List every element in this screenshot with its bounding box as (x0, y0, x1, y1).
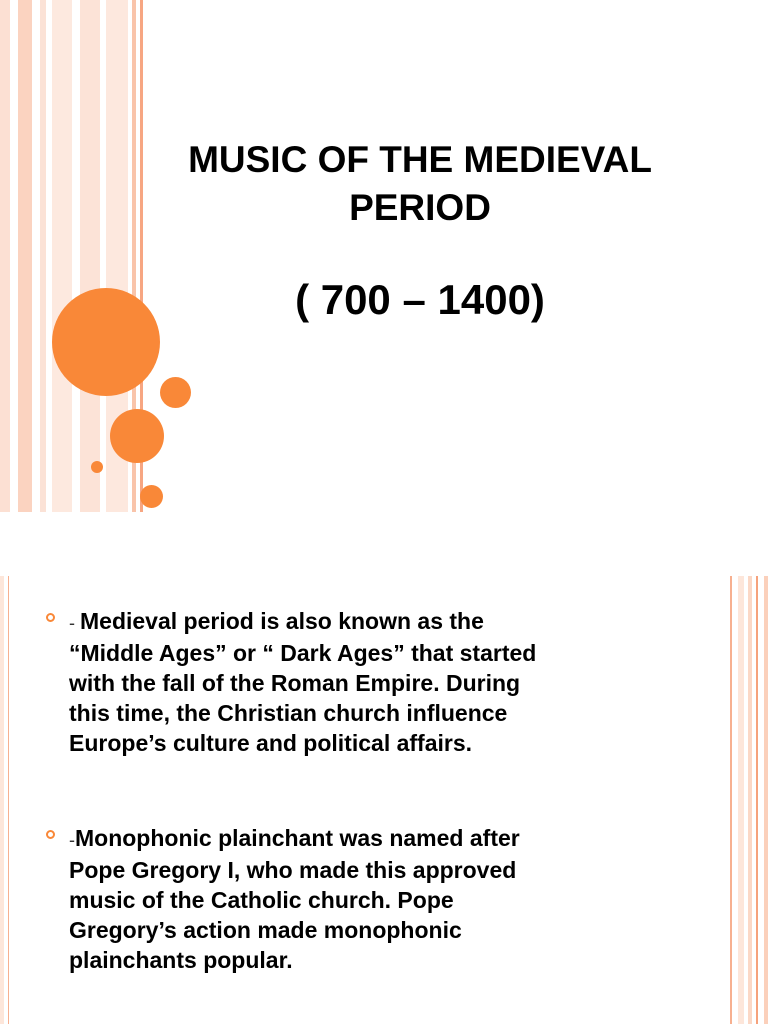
decor-stripe (0, 0, 10, 512)
decor-stripe (748, 576, 752, 1024)
decor-circle-small (140, 485, 163, 508)
bullet-dash: - (69, 613, 80, 633)
decor-circle-tiny (91, 461, 103, 473)
bullet-item (46, 606, 726, 758)
decor-stripe (756, 576, 758, 1024)
bullet-line: Gregory’s action made monophonic (69, 917, 462, 943)
content-slide (0, 576, 768, 1024)
bullet-line: Pope Gregory I, who made this approved (69, 857, 517, 883)
bullet-circle-icon (46, 613, 55, 622)
bullet-text (69, 823, 726, 975)
bullet-line: plainchants popular. (69, 947, 293, 973)
decor-stripe (738, 576, 744, 1024)
bullet-line: “Middle Ages” or “ Dark Ages” that started (69, 640, 537, 666)
bullet-line: music of the Catholic church. Pope (69, 887, 454, 913)
bullet-line: - Medieval period is also known as the (69, 608, 484, 634)
decor-stripe (8, 576, 9, 1024)
bullet-line: this time, the Christian church influence (69, 700, 508, 726)
decor-circle-small (160, 377, 191, 408)
bullet-line: Europe’s culture and political affairs. (69, 730, 473, 756)
slide-gap (0, 512, 768, 576)
bullet-item (46, 823, 726, 975)
slide-title (130, 136, 710, 232)
decor-stripe (52, 0, 72, 512)
bullet-line: -Monophonic plainchant was named after (69, 825, 520, 851)
decor-stripe (40, 0, 46, 512)
slide-subtitle: ( 700 – 1400) (295, 276, 545, 323)
decor-stripe (0, 576, 4, 1024)
decor-stripe (764, 576, 768, 1024)
title-line: MUSIC OF THE MEDIEVAL (188, 139, 652, 180)
decor-stripe (730, 576, 732, 1024)
decor-stripe (18, 0, 32, 512)
bullet-text (69, 606, 726, 758)
bullet-line: with the fall of the Roman Empire. During (69, 670, 521, 696)
bullet-circle-icon (46, 830, 55, 839)
bullet-dash: - (69, 830, 75, 850)
title-line: PERIOD (349, 187, 491, 228)
decor-circle-medium (110, 409, 164, 463)
decor-stripe (80, 0, 100, 512)
